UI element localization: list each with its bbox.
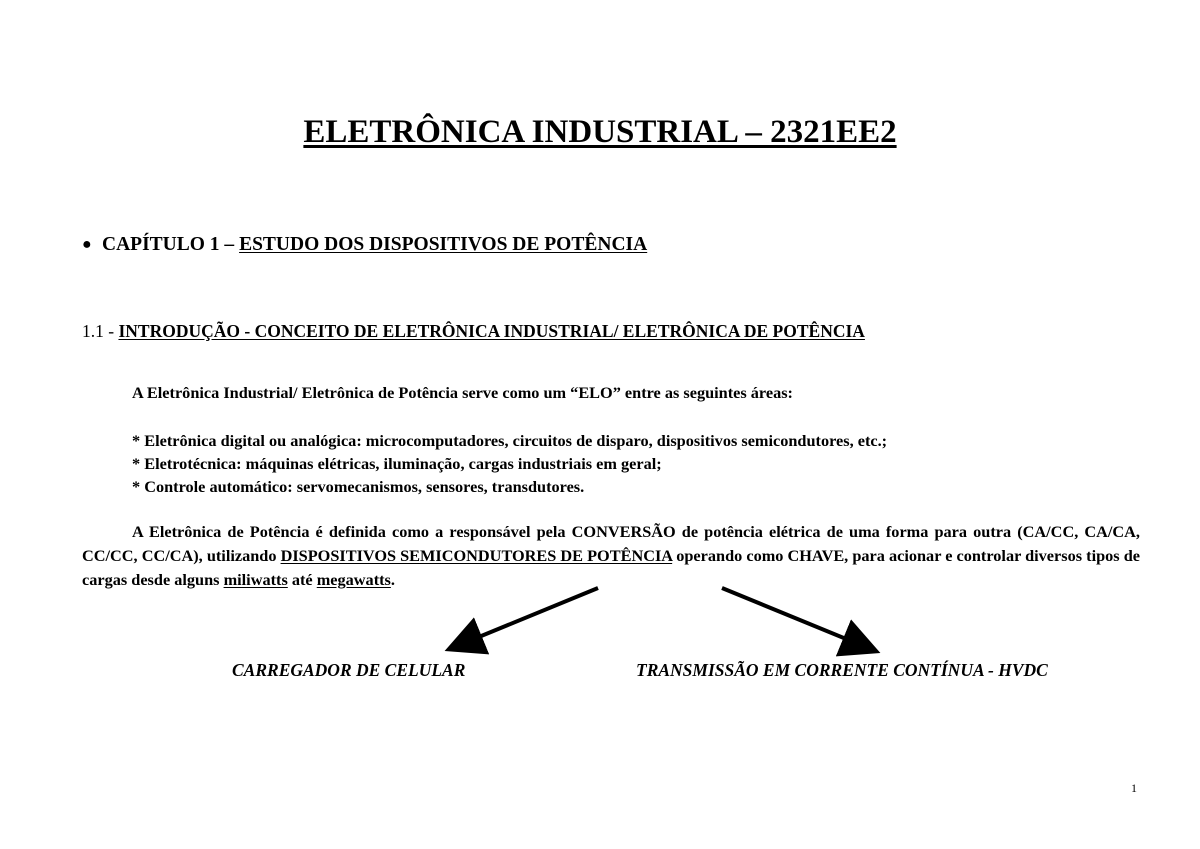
list-item: * Controle automático: servomecanismos, sensores, transdutores. <box>132 477 585 496</box>
arrow-right-icon <box>722 588 873 650</box>
chapter-name: ESTUDO DOS DISPOSITIVOS DE POTÊNCIA <box>239 234 648 255</box>
definition-devices: DISPOSITIVOS SEMICONDUTORES DE POTÊNCIA <box>280 546 673 565</box>
definition-low-power: miliwatts <box>223 570 288 589</box>
arrow-left-icon <box>452 588 598 648</box>
list-item: * Eletrônica digital ou analógica: microcomputadores, circuitos de disparo, dispositivos semicondutores, etc.; <box>132 431 888 450</box>
example-high-power: TRANSMISSÃO EM CORRENTE CONTÍNUA - HVDC <box>636 660 1048 680</box>
definition-text-1: A Eletrônica de Potência é definida como a responsável pela CONVERSÃO de potência elétrica de uma forma para outra (CA/CC, CA/CA, CC/CC, CC/CA), utilizando <box>82 522 1140 565</box>
intro-paragraph: A Eletrônica Industrial/ Eletrônica de Potência serve como um “ELO” entre as seguintes áreas: <box>132 383 793 402</box>
section-title: INTRODUÇÃO - CONCEITO DE ELETRÔNICA INDUSTRIAL/ ELETRÔNICA DE POTÊNCIA <box>118 321 865 341</box>
definition-end: . <box>390 570 395 589</box>
example-low-power: CARREGADOR DE CELULAR <box>232 660 466 680</box>
page-number: 1 <box>1131 781 1137 795</box>
list-item: * Eletrotécnica: máquinas elétricas, iluminação, cargas industriais em geral; <box>132 454 662 473</box>
document-title: ELETRÔNICA INDUSTRIAL – 2321EE2 <box>303 114 897 150</box>
chapter-prefix: CAPÍTULO 1 – <box>102 234 240 255</box>
definition-text-3: até <box>287 570 317 589</box>
definition-text-2: operando como CHAVE, para acionar e controlar diversos tipos de cargas desde alguns <box>82 546 1140 589</box>
bullet-icon: ● <box>82 236 92 253</box>
definition-high-power: megawatts <box>316 570 391 589</box>
section-number: 1.1 - <box>82 321 119 341</box>
